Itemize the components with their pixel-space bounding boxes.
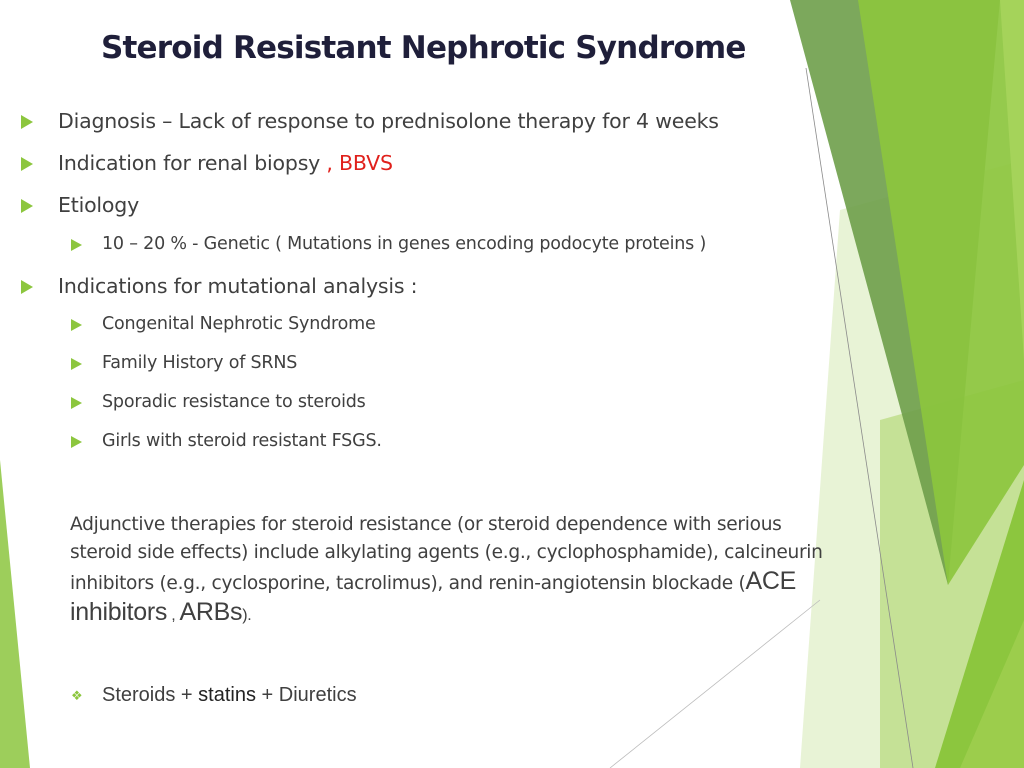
bullet-text: 10 – 20 % - Genetic ( Mutations in genes encoding podocyte proteins ): [102, 234, 707, 254]
inhibitors-text: inhibitors: [70, 598, 168, 626]
sub-bullet-item: [102, 433, 382, 451]
final-text-statins: statins: [198, 684, 256, 706]
arrow-bullet-icon: [21, 199, 33, 213]
arrow-bullet-icon: [71, 358, 82, 370]
highlight-bbvs: , BBVS: [326, 151, 393, 175]
closing-text: ).: [242, 607, 252, 624]
final-text-steroids: Steroids +: [102, 684, 199, 706]
arrow-bullet-icon: [21, 280, 33, 294]
arrow-bullet-icon: [71, 239, 82, 251]
sub-bullet-item: [102, 394, 366, 412]
bullet-mutational-analysis: [58, 276, 417, 297]
separator-text: ,: [167, 607, 180, 624]
arrow-bullet-icon: [21, 157, 33, 171]
final-text-diuretics: + Diuretics: [255, 684, 357, 706]
final-bullet: [71, 684, 357, 707]
slide-title: Steroid Resistant Nephrotic Syndrome: [101, 30, 746, 66]
bullet-etiology: [58, 195, 139, 216]
bullet-text: Congenital Nephrotic Syndrome: [102, 314, 376, 334]
bullet-indication: [58, 153, 393, 174]
bullet-text: Indication for renal biopsy: [58, 151, 327, 175]
sub-bullet-item: [102, 355, 297, 373]
sub-bullet-genetic: [102, 236, 706, 254]
paragraph-text: inhibitors (e.g., cyclosporine, tacrolimus), and renin-angiotensin blockade (: [70, 573, 746, 594]
bullet-text: Diagnosis – Lack of response to prednisolone therapy for 4 weeks: [58, 109, 719, 133]
paragraph-line: Adjunctive therapies for steroid resistance (or steroid dependence with serious: [70, 514, 782, 535]
paragraph-line: [70, 598, 940, 630]
arrow-bullet-icon: [71, 319, 82, 331]
arrow-bullet-icon: [71, 436, 82, 448]
bullet-text: Etiology: [58, 193, 140, 217]
sub-bullet-item: [102, 316, 376, 334]
arbs-text: ARBs: [179, 598, 243, 626]
bullet-text: Girls with steroid resistant FSGS.: [102, 431, 382, 451]
adjunctive-therapies-paragraph: [70, 511, 940, 630]
bullet-text: Family History of SRNS: [102, 353, 298, 373]
bullet-text: Indications for mutational analysis :: [58, 274, 418, 298]
paragraph-line: steroid side effects) include alkylating agents (e.g., cyclophosphamide), calcineurin: [70, 542, 823, 563]
bullet-diagnosis: [58, 111, 719, 132]
arrow-bullet-icon: [21, 115, 33, 129]
bullet-text: Sporadic resistance to steroids: [102, 392, 366, 412]
diamond-bullet-icon: ❖: [71, 688, 83, 703]
left-edge-green-sliver: [0, 460, 30, 768]
arrow-bullet-icon: [71, 397, 82, 409]
ace-text: ACE: [745, 567, 796, 595]
paragraph-line: [70, 567, 940, 598]
